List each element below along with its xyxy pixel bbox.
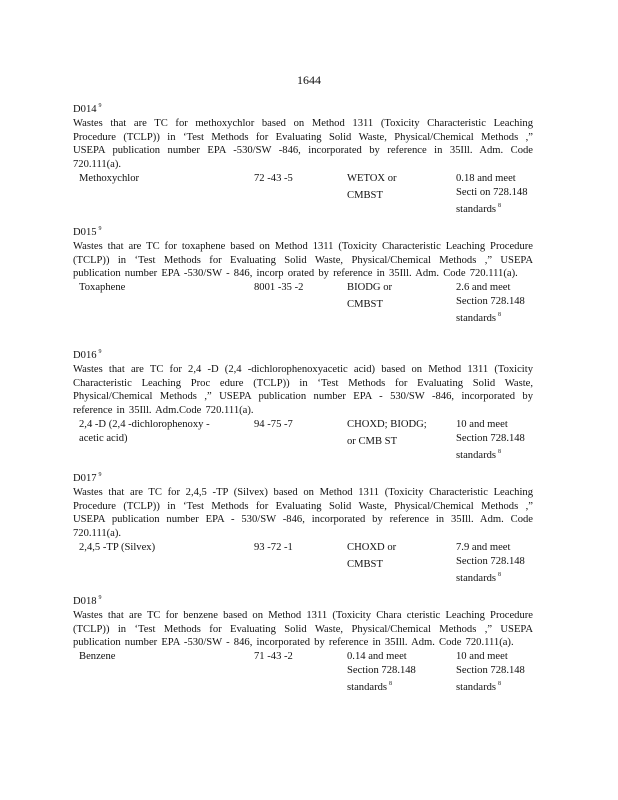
waste-description: Wastes that are TC for methoxychlor based on Method 1311 (Toxicity Characteristic Leaching Procedure (TCLP)) in ‘Test Methods for Evaluating Solid Waste, Physical/Chemical Methods ,” USEPA publication number EPA -530/SW -846, incorporated by reference in 35Ill. Adm. Code 720.111(a). — [73, 117, 533, 171]
cas-number: 8001 -35 -2 — [254, 282, 304, 294]
constituent-name: 2,4 -D (2,4 -dichlorophenoxy - acetic acid) — [79, 418, 210, 444]
waste-code: D016 $^9$ — [73, 349, 102, 361]
nonwastewater-standard: 2.6 and meet Section 728.148 standards $^8$ — [456, 282, 525, 324]
waste-entry-d015 — [73, 223, 533, 325]
wastewater-standard: BIODG or CMBST — [347, 282, 393, 310]
waste-entry-d016 — [73, 346, 533, 462]
wastewater-standard: CHOXD; BIODG; or CMB ST — [347, 418, 427, 447]
constituent-name: Toxaphene — [79, 282, 126, 294]
footnote-ref: 9 — [98, 349, 102, 355]
cas-number: 93 -72 -1 — [254, 541, 293, 553]
treatment-row — [73, 418, 533, 462]
page-number: 1644 — [297, 73, 321, 87]
nonwastewater-standard: 7.9 and meet Section 728.148 standards $^8$ — [456, 541, 525, 584]
footnote-ref: 8 — [498, 680, 502, 687]
cas-number: 72 -43 -5 — [254, 172, 293, 184]
waste-code: D014 $^9$ — [73, 103, 102, 115]
footnote-ref: 9 — [98, 595, 102, 601]
footnote-ref: 8 — [498, 311, 502, 318]
waste-entry-d018 — [73, 592, 533, 694]
constituent-name: Methoxychlor — [79, 172, 140, 184]
nonwastewater-standard: 10 and meet Section 728.148 standards $^8$ — [456, 651, 525, 693]
constituent-name: Benzene — [79, 651, 116, 663]
treatment-row — [73, 541, 533, 585]
treatment-row — [73, 650, 533, 694]
waste-code: D015 $^9$ — [73, 226, 102, 238]
waste-entry-d017 — [73, 469, 533, 585]
waste-code: D017 $^9$ — [73, 472, 102, 484]
waste-entry-d014 — [73, 100, 533, 216]
waste-description: Wastes that are TC for toxaphene based on Method 1311 (Toxicity Characteristic Leaching Procedure (TCLP)) in ‘Test Methods for Evaluating Solid Waste, Physical/Chemical Methods ,” USEPA publication number EPA -530/SW - 846, incorp orated by reference in 35Ill. Adm. Code 720.111(a). — [73, 240, 533, 280]
wastewater-standard: CHOXD or CMBST — [347, 541, 397, 570]
treatment-row — [73, 172, 533, 216]
constituent-name: 2,4,5 -TP (Silvex) — [79, 541, 156, 553]
footnote-ref: 9 — [98, 226, 102, 232]
footnote-ref: 8 — [389, 680, 393, 687]
footnote-ref: 8 — [498, 448, 502, 455]
cas-number: 94 -75 -7 — [254, 418, 293, 430]
waste-description: Wastes that are TC for 2,4 -D (2,4 -dichlorophenoxyacetic acid) based on Method 1311 (Toxicity Characteristic Leaching Proc edure (TCLP)) in ‘Test Methods for Evaluating Solid Waste, Physical/Chemical Methods ,” USEPA publication number EPA - 530/SW -846, incorporated by reference in 35Ill. Adm.Code 720.111(a). — [73, 363, 533, 417]
nonwastewater-standard: 10 and meet Section 728.148 standards $^8$ — [456, 418, 525, 461]
footnote-ref: 8 — [498, 571, 502, 578]
waste-description: Wastes that are TC for benzene based on Method 1311 (Toxicity Chara cteristic Leaching Procedure (TCLP)) in ‘Test Methods for Evaluating Solid Waste, Physical/Chemical Methods ,” USEPA publication number EPA -530/SW - 846, incorporated by reference in 35Ill. Adm. Code 720.111(a). — [73, 609, 533, 649]
wastewater-standard: WETOX or CMBST — [347, 172, 397, 201]
treatment-row — [73, 281, 533, 325]
waste-code: D018 $^9$ — [73, 595, 102, 607]
footnote-ref: 9 — [98, 103, 102, 109]
wastewater-standard: 0.14 and meet Section 728.148 standards $^8$ — [347, 651, 416, 693]
nonwastewater-standard: 0.18 and meet Secti on 728.148 standards $^8$ — [456, 172, 528, 215]
footnote-ref: 9 — [98, 472, 102, 478]
waste-description: Wastes that are TC for 2,4,5 -TP (Silvex) based on Method 1311 (Toxicity Characteristic Leaching Procedure (TCLP)) in ‘Test Methods for Evaluating Solid Waste, Physical/Chemical Methods ,” USEPA publication number EPA - 530/SW -846, incorporated by reference in 35Ill. Adm. Code 720.111(a). — [73, 486, 533, 540]
footnote-ref: 8 — [498, 202, 502, 209]
cas-number: 71 -43 -2 — [254, 651, 293, 663]
